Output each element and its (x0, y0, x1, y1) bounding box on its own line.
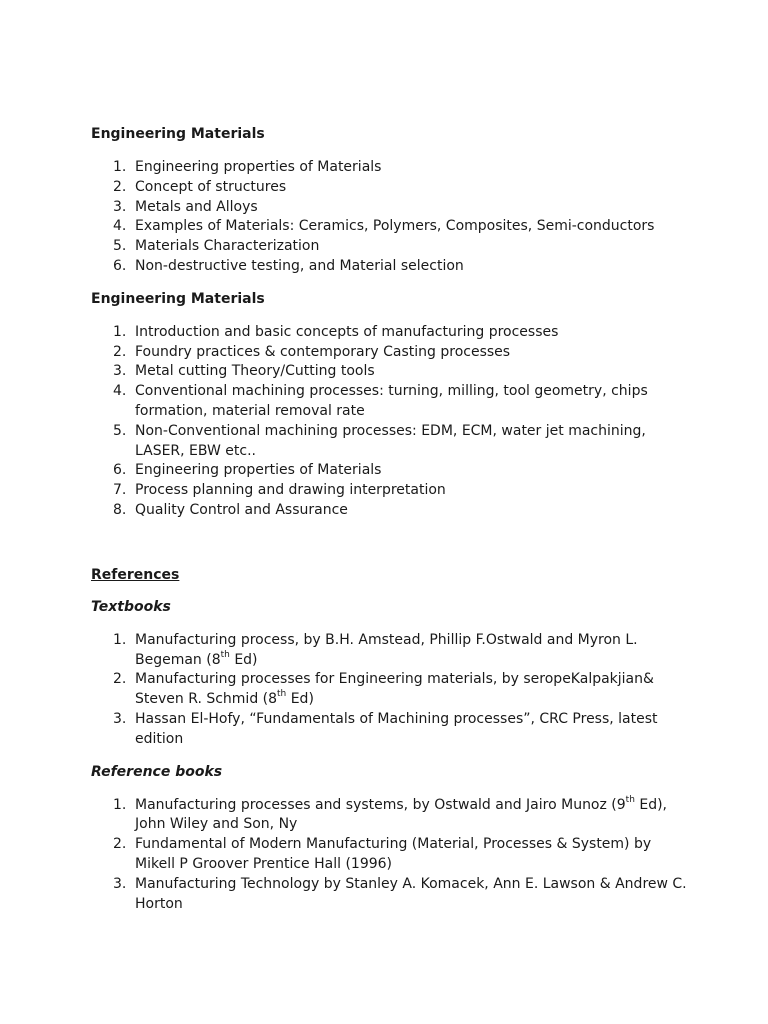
list-item: 8. Quality Control and Assurance (113, 501, 348, 518)
list-item: 2. Concept of structures (113, 178, 287, 195)
list-item: 3. Manufacturing Technology by Stanley A. Komacek, Ann E. Lawson & Andrew C. Horton (113, 875, 687, 912)
list-item: 4. Conventional machining processes: turning, milling, tool geometry, chips formation, material removal rate (113, 383, 648, 419)
reference-books-list (91, 796, 691, 915)
list-item: 3. Metal cutting Theory/Cutting tools (113, 363, 375, 380)
list-item: 5. Materials Characterization (113, 238, 320, 255)
list-item: 2. Fundamental of Modern Manufacturing (Material, Processes & System) by Mikell P Groover Prentice Hall (1996) (113, 836, 652, 872)
list-item: 1. Manufacturing processes and systems, by Ostwald and Jairo Munoz (9th Ed), John Wiley and Son, Ny (113, 794, 668, 833)
list-item: 4. Examples of Materials: Ceramics, Polymers, Composites, Semi-conductors (113, 218, 655, 235)
list-item: 5. Non-Conventional machining processes: EDM, ECM, water jet machining, LASER, EBW etc.. (113, 422, 646, 459)
list-item: 6. Non-destructive testing, and Material selection (113, 257, 464, 274)
document-body (91, 124, 691, 914)
list-item: 2. Manufacturing processes for Engineering materials, by seropeKalpakjian& Steven R. Schmid (8th Ed) (113, 671, 654, 708)
list-item: 3. Metals and Alloys (113, 198, 258, 215)
list-item: 1. Manufacturing process, by B.H. Amstead, Phillip F.Ostwald and Myron L. Begeman (8th Ed) (113, 631, 638, 668)
list-item: 1. Introduction and basic concepts of manufacturing processes (113, 323, 559, 340)
topic-list-1 (91, 158, 691, 277)
textbooks-heading: Textbooks (91, 598, 171, 615)
topic-list-2 (91, 323, 691, 521)
references-heading: References (91, 566, 180, 583)
section-heading-engineering-materials-1: Engineering Materials (91, 126, 265, 142)
list-item: 7. Process planning and drawing interpretation (113, 482, 446, 499)
list-item: 2. Foundry practices & contemporary Casting processes (113, 343, 511, 360)
reference-books-heading: Reference books (91, 763, 223, 780)
list-item: 1. Engineering properties of Materials (113, 159, 382, 175)
list-item: 3. Hassan El-Hofy, “Fundamentals of Machining processes”, CRC Press, latest edition (113, 710, 658, 747)
section-heading-engineering-materials-2: Engineering Materials (91, 290, 265, 307)
textbooks-list (91, 631, 691, 750)
list-item: 6. Engineering properties of Materials (113, 462, 382, 479)
